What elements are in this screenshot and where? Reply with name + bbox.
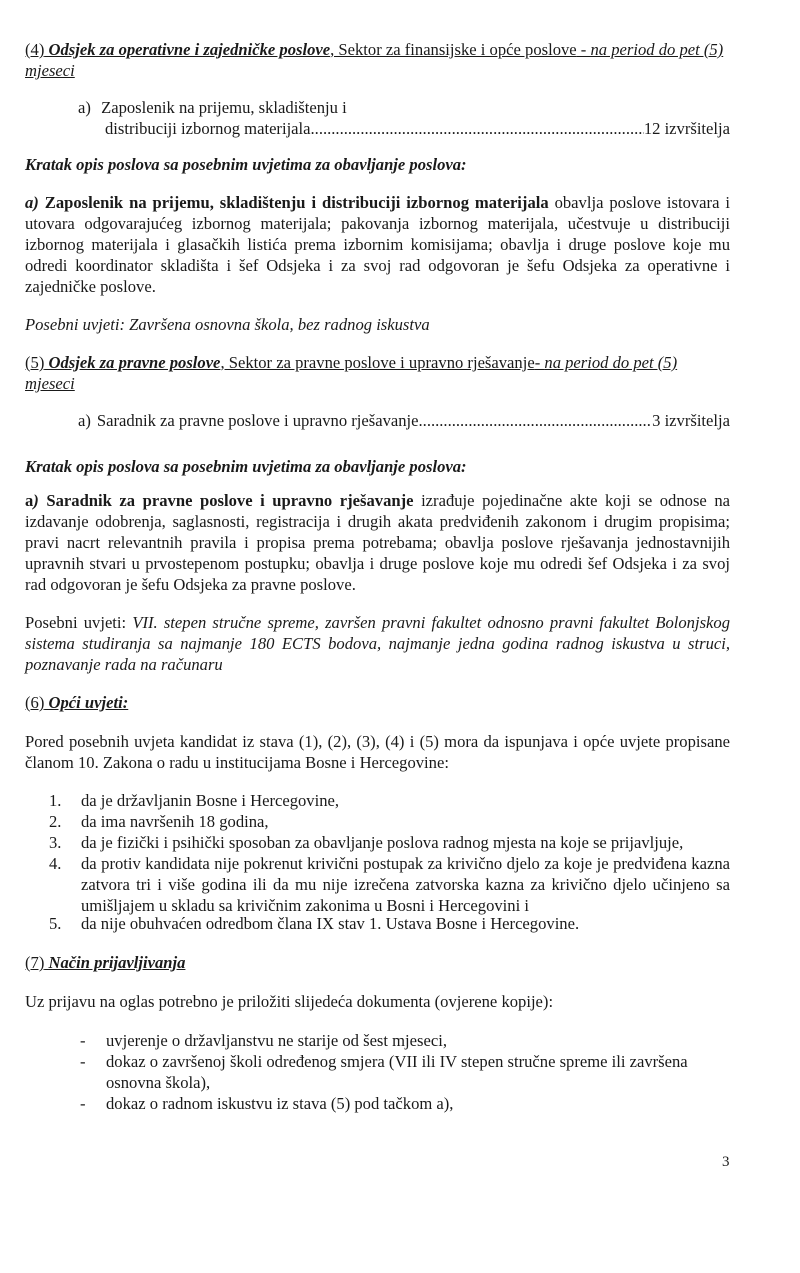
list-text: dokaz o radnom iskustvu iz stava (5) pod tačkom a),: [106, 1094, 454, 1113]
section-5-special-text: VII. stepen stručne spreme, završen pravni fakultet odnosno pravni fakultet Bolonjskog sistema studiranja sa najmanje 180 ECTS bodova, najmanje jedna godina radnog iskustva u struci, poznavanje rada na računaru: [25, 613, 730, 674]
leader-dots: [311, 118, 644, 139]
section-4-sector: , Sektor za finansijske i opće poslove: [330, 40, 577, 59]
section-4-item-letter: a): [78, 98, 91, 117]
list-text: da je fizički i psihički sposoban za obavljanje poslova radnog mjesta na koje se prijavljuje,: [81, 833, 684, 852]
section-7-heading: [25, 952, 730, 973]
list-number: 1.: [49, 791, 62, 810]
section-4-dash: -: [576, 40, 591, 59]
list-number: 3.: [49, 833, 62, 852]
section-5-desc-letter: a: [25, 491, 34, 510]
section-6-title: Opći uvjeti:: [48, 693, 129, 712]
section-5-desc-text: izrađuje pojedinačne akte koji se odnose na izdavanje odobrenja, saglasnosti, registracija i drugih akata predviđenih zakonom i drugim propisima; pravi nacrt relevantnih pravila i propisa prema potrebama; obavlja poslove rješavanja jednostavnijih upravnih stvari u prvostepenom postupku; obavlja i druge poslove koje mu odredi šef Odsjeka i za svoj rad odgovoran je šefu Odsjeka za pravne poslove.: [25, 491, 730, 594]
section-5-description-heading: Kratak opis poslova sa posebnim uvjetima za obavljanje poslova:: [25, 457, 467, 476]
list-text: da nije obuhvaćen odredbom člana IX stav 1. Ustava Bosne i Hercegovine.: [81, 914, 580, 933]
section-4-title: Odsjek za operativne i zajedničke poslove: [48, 40, 331, 59]
section-4-position: [78, 97, 730, 139]
section-4-item-count: 12 izvršitelja: [643, 119, 730, 138]
section-4-desc-letter: a): [25, 193, 39, 212]
section-7-number: (7): [25, 953, 45, 972]
section-5-item-count: 3 izvršitelja: [652, 411, 730, 430]
dash-bullet: -: [80, 1031, 86, 1050]
section-5-description: [25, 490, 730, 595]
section-5-special-conditions: [25, 612, 730, 675]
dash-bullet: -: [80, 1094, 86, 1113]
section-6-number: (6): [25, 693, 45, 712]
list-text: da je državljanin Bosne i Hercegovine,: [81, 791, 340, 810]
section-4-item-line1: Zaposlenik na prijemu, skladištenju i: [101, 98, 347, 117]
section-7-intro: Uz prijavu na oglas potrebno je priložiti slijedeća dokumenta (ovjerene kopije):: [25, 992, 554, 1011]
page-number: 3: [722, 1154, 730, 1170]
section-5-item-title: Saradnik za pravne poslove i upravno rješavanje: [96, 411, 419, 430]
section-4-heading: [25, 39, 730, 81]
section-5-position: [78, 410, 730, 431]
section-5-desc-paren: ): [33, 491, 39, 510]
list-number: 5.: [49, 914, 62, 933]
leader-dots: [419, 410, 653, 431]
section-5-title: Odsjek za pravne poslove: [48, 353, 221, 372]
section-5-dash: -: [534, 353, 545, 372]
section-4-description-heading: Kratak opis poslova sa posebnim uvjetima za obavljanje poslova:: [25, 155, 467, 174]
section-4-special-conditions: Posebni uvjeti: Završena osnovna škola, bez radnog iskustva: [25, 315, 430, 334]
section-5-desc-title: Saradnik za pravne poslove i upravno rješavanje: [38, 491, 414, 510]
section-4-period: na period do pet (5) mjeseci: [25, 40, 724, 80]
section-4-desc-text: obavlja poslove istovara i utovara odgovarajućeg izbornog materijala; pakovanja izbornog materijala, učestvuje u distribuciji izbornog materijala i glasačkih listića prema izbornim komisijama; obavlja i druge poslove koje mu odredi koordinator skladišta i šef Odsjeka i za svoj rad odgovoran je šefu Odsjeka za operativne i zajedničke poslove.: [25, 193, 730, 296]
section-5-period: na period do pet (5) mjeseci: [25, 353, 678, 393]
section-6-intro: Pored posebnih uvjeta kandidat iz stava (1), (2), (3), (4) i (5) mora da ispunjava i opće uvjete propisane članom 10. Zakona o radu u institucijama Bosne i Hercegovine:: [25, 732, 730, 772]
section-4-desc-title: Zaposlenik na prijemu, skladištenju i distribuciji izbornog materijala: [44, 193, 549, 212]
section-4-description: [25, 192, 730, 297]
list-text: dokaz o završenoj školi određenog smjera (VII ili IV stepen stručne spreme ili završena osnovna škola),: [106, 1052, 688, 1092]
dash-bullet: -: [80, 1052, 86, 1071]
list-text: da ima navršenih 18 godina,: [81, 812, 269, 831]
section-7-title: Način prijavljivanja: [48, 953, 186, 972]
section-5-item-letter: a): [78, 411, 91, 430]
list-text: uvjerenje o državljanstvu ne starije od šest mjeseci,: [106, 1031, 447, 1050]
section-5-heading: [25, 352, 730, 394]
list-number: 4.: [49, 854, 62, 873]
section-6-heading: [25, 692, 730, 713]
section-5-number: (5): [25, 353, 45, 372]
list-number: 2.: [49, 812, 62, 831]
section-5-special-label: Posebni uvjeti:: [25, 613, 133, 632]
section-5-sector: , Sektor za pravne poslove i upravno rješavanje: [220, 353, 535, 372]
section-4-item-line2: distribuciji izbornog materijala: [105, 119, 311, 138]
list-text: da protiv kandidata nije pokrenut krivični postupak za krivično djelo za koje je predviđena kazna zatvora tri i više godina ili da mu nije izrečena zatvorska kazna za krivično djelo učinjeno sa umišljajem u skladu sa krivičnim zakonima u Bosni i Hercegovini i: [81, 854, 730, 915]
section-4-number: (4): [25, 40, 45, 59]
